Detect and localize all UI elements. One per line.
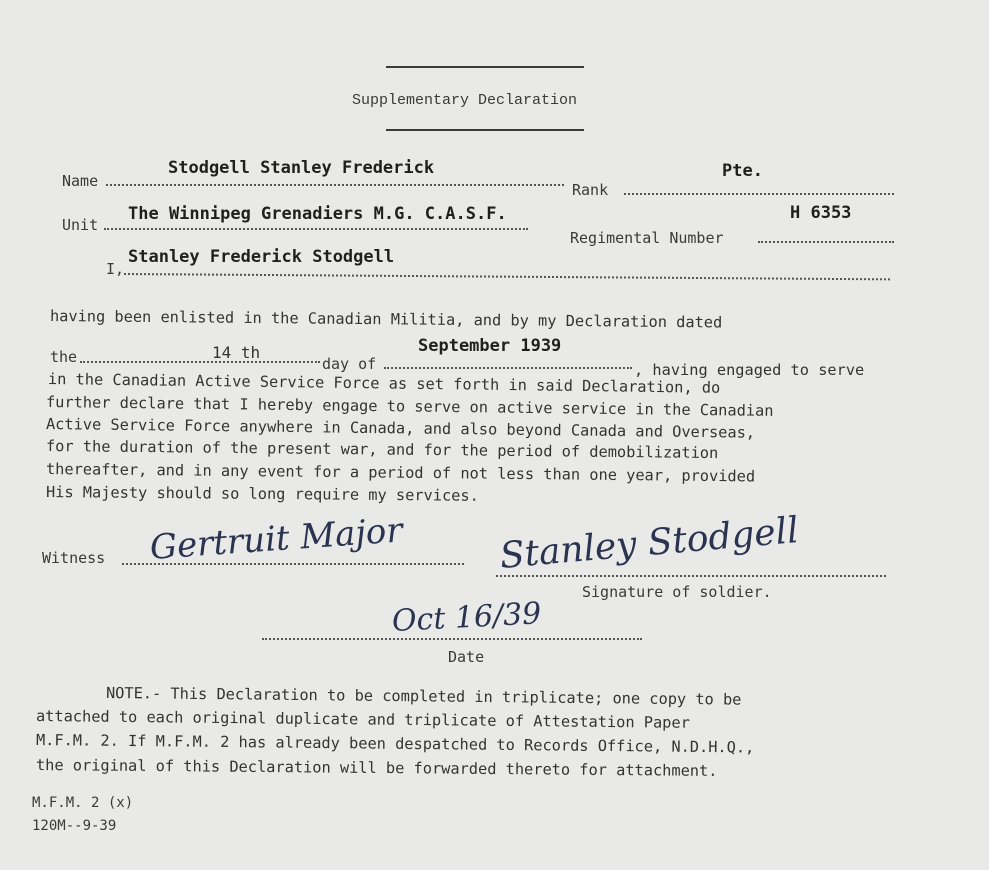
body-line-8: His Majesty should so long require my services. xyxy=(45,483,479,505)
regimental-number-value: H 6353 xyxy=(790,203,852,223)
rank-value: Pte. xyxy=(722,161,763,181)
date-dots xyxy=(262,638,642,640)
title-top-rule xyxy=(386,66,584,68)
name-value: Stodgell Stanley Frederick xyxy=(168,158,435,178)
day-dots xyxy=(80,361,320,363)
witness-signature: Gertruit Major xyxy=(148,510,404,568)
print-code: 120M--9-39 xyxy=(32,818,117,834)
body-line-5: Active Service Force anywhere in Canada, and also beyond Canada and Overseas, xyxy=(45,415,756,442)
i-label: I, xyxy=(106,260,125,278)
witness-label: Witness xyxy=(42,549,106,567)
title-bottom-rule xyxy=(386,129,584,131)
date-value: Oct 16/39 xyxy=(391,596,543,639)
note-line-1: NOTE.- This Declaration to be completed in triplicate; one copy to be xyxy=(105,684,742,709)
day-of-label: day of xyxy=(322,355,377,373)
form-code: M.F.M. 2 (x) xyxy=(32,795,134,811)
body-line-6: for the duration of the present war, and for the period of demobilization xyxy=(45,437,719,463)
unit-value: The Winnipeg Grenadiers M.G. C.A.S.F. xyxy=(128,204,507,224)
name-label: Name xyxy=(62,172,99,190)
body-line-2-rest: , having engaged to serve xyxy=(634,361,865,379)
name-dots xyxy=(106,184,564,186)
note-line-3: M.F.M. 2. If M.F.M. 2 has already been despatched to Records Office, N.D.H.Q., xyxy=(35,731,755,757)
month-dots xyxy=(384,367,632,369)
date-label: Date xyxy=(448,648,485,666)
rank-label: Rank xyxy=(572,181,609,199)
unit-label: Unit xyxy=(62,216,99,234)
the-label: the xyxy=(50,348,78,366)
note-line-4: the original of this Declaration will be forwarded thereto for attachment. xyxy=(35,756,718,780)
body-line-3: in the Canadian Active Service Force as set forth in said Declaration, do xyxy=(47,370,721,397)
soldier-signature-dots xyxy=(496,575,886,577)
body-line-7: thereafter, and in any event for a period of not less than one year, provided xyxy=(45,460,756,486)
soldier-signature: Stanley Stodgell xyxy=(498,509,801,577)
unit-dots xyxy=(104,228,528,230)
month-value: September 1939 xyxy=(418,336,562,356)
rank-dots xyxy=(624,193,894,195)
regimental-number-dots xyxy=(758,241,894,243)
soldier-signature-label: Signature of soldier. xyxy=(582,583,772,601)
note-line-2: attached to each original duplicate and triplicate of Attestation Paper xyxy=(35,707,690,732)
i-value: Stanley Frederick Stodgell xyxy=(128,247,395,267)
day-value: 14 th xyxy=(212,343,261,362)
body-line-4: further declare that I hereby engage to serve on active service in the Canadian xyxy=(45,393,774,420)
page-title: Supplementary Declaration xyxy=(352,92,578,109)
i-dots xyxy=(124,273,890,280)
body-line-1: having been enlisted in the Canadian Militia, and by my Declaration dated xyxy=(49,307,723,332)
regimental-number-label: Regimental Number xyxy=(570,229,724,247)
